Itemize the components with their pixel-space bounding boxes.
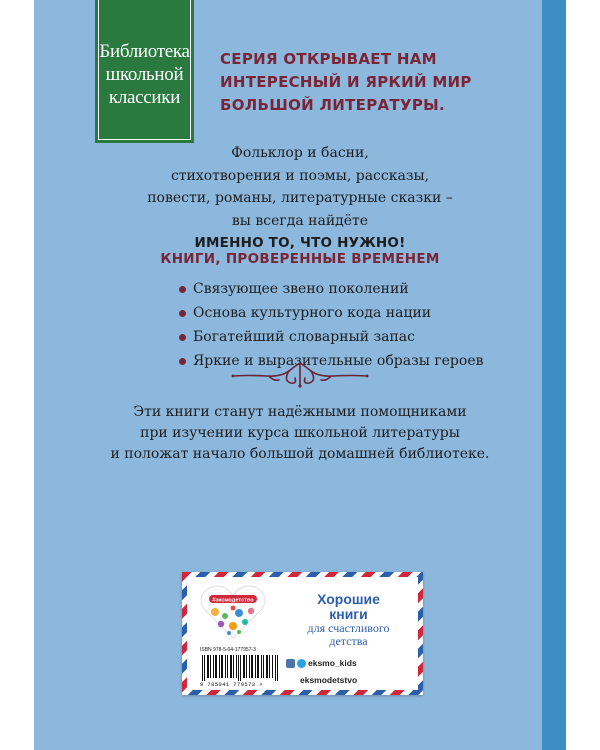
isbn-block <box>200 647 280 688</box>
badge-title <box>95 40 194 109</box>
list-item-text: Яркие и выразительные образы героев <box>193 353 484 369</box>
publisher-card-body <box>187 577 418 690</box>
closing-line: Эти книги станут надёжными помощниками <box>133 404 467 420</box>
bullet-dot-icon <box>179 310 186 317</box>
barcode-icon <box>200 655 280 681</box>
cover-spine <box>542 0 566 750</box>
social-row <box>286 656 416 670</box>
list-item-text: Основа культурного кода нации <box>193 305 432 321</box>
genres-paragraph <box>120 142 480 255</box>
list-item-text: Богатейший словарный запас <box>193 329 415 345</box>
vk-icon <box>286 659 295 668</box>
series-line: ИНТЕРЕСНЫЙ И ЯРКИЙ МИР <box>220 73 472 91</box>
closing-paragraph <box>90 402 510 465</box>
social-block <box>286 656 416 685</box>
list-item <box>179 325 499 349</box>
publisher-card <box>182 572 423 695</box>
genres-line: стихотворения и поэмы, рассказы, <box>170 167 430 184</box>
bullet-dot-icon <box>179 358 186 365</box>
series-line: БОЛЬШОЙ ЛИТЕРАТУРЫ. <box>220 96 445 114</box>
books-title: КНИГИ, ПРОВЕРЕННЫЕ ВРЕМЕНЕМ <box>160 251 440 267</box>
isbn-label: ISBN 978-5-04-177957-3 <box>200 647 256 653</box>
heart-tag: #эксмодетство <box>212 597 254 604</box>
slogan <box>286 592 411 648</box>
list-item <box>179 277 499 301</box>
series-badge <box>95 0 194 143</box>
genres-line: вы всегда найдёте <box>231 212 369 229</box>
list-item-text: Связующее звено поколений <box>193 281 409 297</box>
site-handle[interactable]: eksmodetstvo <box>300 675 358 685</box>
list-item <box>179 301 499 325</box>
badge-line: классики <box>108 87 181 108</box>
slogan-line: детства <box>329 634 368 648</box>
isbn-digits: 9 785041 779573 > <box>200 681 263 688</box>
genres-emphasis: ИМЕННО ТО, ЧТО НУЖНО! <box>194 235 406 251</box>
closing-line: при изучении курса школьной литературы <box>140 425 460 441</box>
badge-line: школьной <box>105 64 184 85</box>
bullet-dot-icon <box>179 334 186 341</box>
slogan-line: для счастливого <box>307 621 390 635</box>
telegram-icon <box>297 659 306 668</box>
heart-logo-icon <box>199 582 267 640</box>
bullet-dot-icon <box>179 286 186 293</box>
genres-line: повести, романы, литературные сказки – <box>147 190 453 206</box>
social-handle[interactable]: eksmo_kids <box>308 658 357 668</box>
flourish-ornament-icon <box>229 359 371 389</box>
genres-line: Фольклор и басни, <box>231 145 369 161</box>
closing-line: и положат начало большой домашней библиотеке. <box>110 446 490 462</box>
badge-line: Библиотека <box>99 41 190 62</box>
slogan-line: книги <box>329 606 368 622</box>
series-line: СЕРИЯ ОТКРЫВАЕТ НАМ <box>220 50 437 68</box>
series-headline <box>220 48 520 117</box>
slogan-line: Хорошие <box>317 591 380 607</box>
